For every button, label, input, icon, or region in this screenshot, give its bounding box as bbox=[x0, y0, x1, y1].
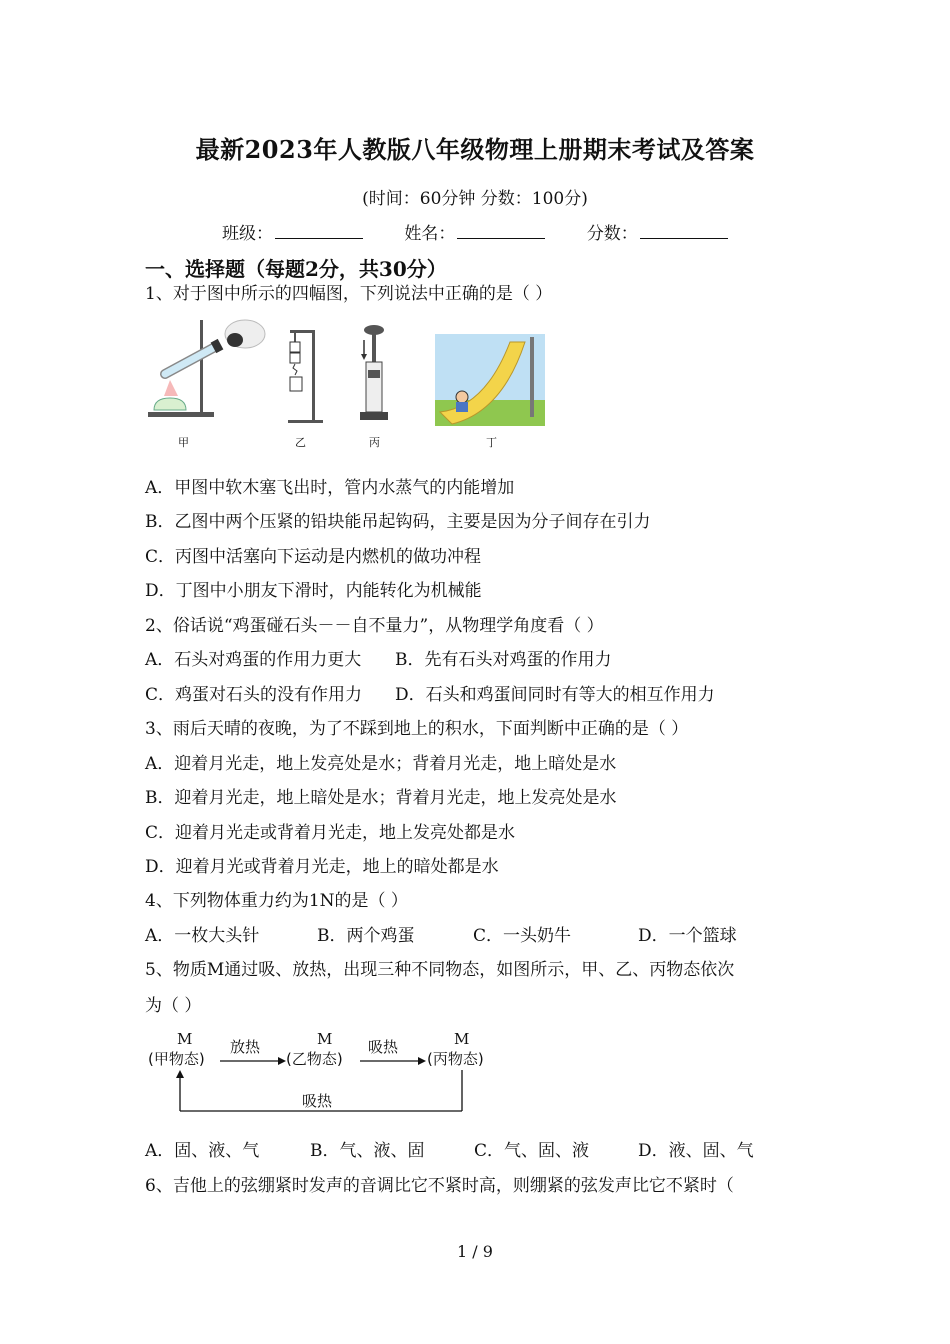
question-5-stem-line1: 5、物质M通过吸、放热，出现三种不同物态，如图所示，甲、乙、丙物态依次 bbox=[145, 960, 735, 980]
arrow2-label: 吸热 bbox=[368, 1038, 399, 1056]
arrow1-label: 放热 bbox=[230, 1038, 261, 1056]
arrow3-label: 吸热 bbox=[302, 1092, 333, 1110]
question-3-option-d: D．迎着月光或背着月光走，地上的暗处都是水 bbox=[145, 857, 499, 877]
question-1-option-d: D．丁图中小朋友下滑时，内能转化为机械能 bbox=[145, 581, 482, 601]
question-4-option-b: B．两个鸡蛋 bbox=[317, 926, 415, 946]
caption-bing: 丙 bbox=[369, 436, 380, 449]
question-2-stem: 2、俗话说“鸡蛋碰石头－－自不量力”，从物理学角度看（ ） bbox=[145, 616, 604, 636]
student-info-fields bbox=[222, 219, 764, 244]
question-5-stem-line2: 为（ ） bbox=[145, 996, 202, 1016]
question-4-stem: 4、下列物体重力约为1N的是（ ） bbox=[145, 891, 408, 911]
state2-label: (乙物态) bbox=[286, 1050, 343, 1068]
figure-bing-piston bbox=[360, 325, 388, 420]
score-field[interactable] bbox=[587, 224, 728, 244]
class-label: 班级： bbox=[222, 224, 273, 244]
figure-ding-slide bbox=[435, 334, 545, 426]
name-field[interactable] bbox=[404, 224, 545, 244]
page-title: 最新2023年人教版八年级物理上册期末考试及答案 bbox=[195, 135, 755, 164]
question-2-option-c: C．鸡蛋对石头的没有作用力 bbox=[145, 685, 363, 705]
section-heading: 一、选择题（每题2分，共30分） bbox=[145, 257, 447, 281]
question-5-option-c: C．气、固、液 bbox=[474, 1141, 590, 1161]
question-4-option-a: A．一枚大头针 bbox=[145, 926, 260, 946]
caption-jia: 甲 bbox=[178, 436, 189, 449]
question-3-option-a: A．迎着月光走，地上发亮处是水；背着月光走，地上暗处是水 bbox=[145, 754, 617, 774]
question-5-option-b: B．气、液、固 bbox=[310, 1141, 425, 1161]
figure-jia-steam-tube bbox=[148, 320, 265, 417]
question-2-option-d: D．石头和鸡蛋间同时有等大的相互作用力 bbox=[395, 685, 715, 705]
question-2-options-row1 bbox=[145, 645, 612, 670]
question-5-options bbox=[145, 1136, 754, 1161]
question-4-option-d: D．一个篮球 bbox=[638, 926, 737, 946]
state3-label: (丙物态) bbox=[427, 1050, 484, 1068]
name-label: 姓名： bbox=[404, 224, 456, 244]
question-1-option-c: C．丙图中活塞向下运动是内燃机的做功冲程 bbox=[145, 547, 482, 567]
question-3-option-c: C．迎着月光走或背着月光走，地上发亮处都是水 bbox=[145, 823, 516, 843]
class-field[interactable] bbox=[222, 224, 363, 244]
score-label: 分数： bbox=[586, 224, 638, 244]
page-number: 1 / 9 bbox=[457, 1242, 493, 1261]
state1-m: M bbox=[177, 1030, 193, 1048]
question-1-stem: 1、对于图中所示的四幅图，下列说法中正确的是（ ） bbox=[145, 284, 553, 304]
question-1-option-a: A．甲图中软木塞飞出时，管内水蒸气的内能增加 bbox=[145, 478, 515, 498]
question-5-option-d: D．液、固、气 bbox=[638, 1141, 754, 1161]
caption-yi: 乙 bbox=[295, 436, 306, 449]
state1-label: (甲物态) bbox=[148, 1050, 205, 1068]
question-1-figures bbox=[140, 312, 560, 452]
question-4-option-c: C．一头奶牛 bbox=[473, 926, 572, 946]
question-3-option-b: B．迎着月光走，地上暗处是水；背着月光走，地上发亮处是水 bbox=[145, 788, 617, 808]
state3-m: M bbox=[454, 1030, 470, 1048]
name-blank[interactable] bbox=[457, 222, 545, 239]
exam-time-score: (时间：60分钟 分数：100分) bbox=[362, 189, 588, 209]
question-3-stem: 3、雨后天晴的夜晚，为了不踩到地上的积水，下面判断中正确的是（ ） bbox=[145, 719, 689, 739]
question-6-stem: 6、吉他上的弦绷紧时发声的音调比它不紧时高，则绷紧的弦发声比它不紧时（ bbox=[145, 1176, 734, 1196]
question-5-option-a: A．固、液、气 bbox=[145, 1141, 260, 1161]
four-figures-illustration bbox=[140, 312, 560, 452]
state2-m: M bbox=[317, 1030, 333, 1048]
question-5-state-diagram bbox=[140, 1028, 520, 1118]
class-blank[interactable] bbox=[275, 222, 363, 239]
question-4-options bbox=[145, 921, 737, 946]
figure-yi-lead-blocks bbox=[288, 330, 323, 423]
caption-ding: 丁 bbox=[486, 436, 497, 449]
question-2-option-a: A．石头对鸡蛋的作用力更大 bbox=[145, 650, 362, 670]
question-2-options-row2 bbox=[145, 680, 715, 705]
question-2-option-b: B．先有石头对鸡蛋的作用力 bbox=[395, 650, 612, 670]
score-blank[interactable] bbox=[640, 222, 728, 239]
question-1-option-b: B．乙图中两个压紧的铅块能吊起钩码，主要是因为分子间存在引力 bbox=[145, 512, 651, 532]
